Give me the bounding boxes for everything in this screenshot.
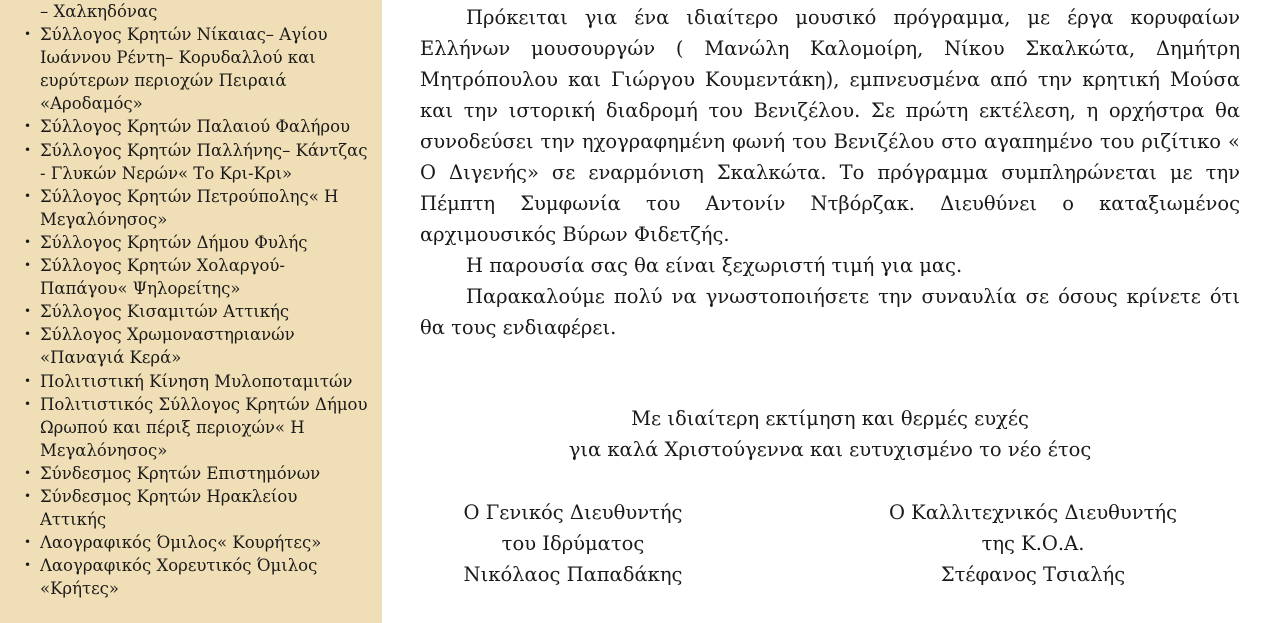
- list-item-label: Σύλλογος Κρητών Παλλήνης– Κάντζας - Γλυκών Νερών« Το Κρι-Κρι»: [40, 140, 368, 183]
- list-item: [0, 231, 382, 254]
- letter-body: [420, 2, 1240, 343]
- organizations-sidebar: [0, 0, 382, 623]
- bullet-icon: •: [24, 27, 32, 42]
- list-item-label: Σύλλογος Κρητών Δήμου Φυλής: [40, 232, 308, 252]
- organizations-list: [0, 0, 382, 600]
- list-item: [0, 323, 382, 369]
- closing-greeting: [420, 403, 1240, 465]
- list-item: [0, 185, 382, 231]
- bullet-icon: •: [24, 234, 32, 249]
- list-item: [0, 462, 382, 485]
- bullet-icon: •: [24, 304, 32, 319]
- bullet-icon: •: [24, 373, 32, 388]
- list-item-label: Σύνδεσμος Κρητών Ηρακλείου Αττικής: [40, 486, 298, 530]
- list-item: [0, 300, 382, 323]
- bullet-icon: •: [24, 327, 32, 342]
- list-item: [0, 485, 382, 531]
- list-item-label: Σύλλογος Χρωμοναστηριανών «Παναγιά Κερά»: [40, 325, 295, 368]
- bullet-icon: •: [24, 535, 32, 550]
- list-item-label: Σύλλογος Κρητών Πετρούπολης« Η Μεγαλόνησος»: [40, 186, 339, 229]
- signatory-title: Ο Καλλιτεχνικός Διευθυντής: [888, 501, 1178, 524]
- list-item-label: Σύλλογος Κρητών Χολαργού-Παπάγου« Ψηλορείτης»: [40, 256, 285, 299]
- list-item-label: Σύλλογος Κρητών Νίκαιας– Αγίου Ιωάννου Ρέντη– Κορυδαλλού και ευρύτερων περιοχών Πειραιά «Αροδαμός»: [40, 25, 328, 114]
- paragraph-program: Πρόκειται για ένα ιδιαίτερο μουσικό πρόγραμμα, με έργα κορυφαίων Ελλήνων μουσουργών ( Μανώλη Καλομοίρη, Νίκου Σκαλκώτα, Δημήτρη Μητρόπουλου και Γιώργου Κουμεντάκη), εμπνευσμένα από την κρητική Μούσα και την ιστορική διαδρομή του Βενιζέλου. Σε πρώτη εκτέλεση, η ορχήστρα θα συνοδεύσει την ηχογραφημένη φωνή του Βενιζέλου στο αγαπημένο του ριζίτικο « Ο Διγενής» σε εναρμόνιση Σκαλκώτα. Το πρόγραμμα συμπληρώνεται με την Πέμπτη Συμφωνία του Αντονίν Ντβόρζακ. Διευθύνει ο καταξιωμένος αρχιμουσικός Βύρων Φιδετζής.: [420, 6, 1240, 246]
- list-item-label: Σύλλογος Κισαμιτών Αττικής: [40, 302, 290, 322]
- list-item: [0, 531, 382, 554]
- list-item-label: Σύνδεσμος Κρητών Επιστημόνων: [40, 463, 321, 483]
- bullet-icon: •: [24, 465, 32, 480]
- list-item-label: Λαογραφικός Χορευτικός Όμιλος «Κρήτες»: [40, 556, 318, 599]
- signatory-title: Ο Γενικός Διευθυντής: [463, 501, 683, 524]
- closing-line: για καλά Χριστούγεννα και ευτυχισμένο το νέο έτος: [568, 438, 1092, 461]
- bullet-icon: •: [24, 258, 32, 273]
- list-item-label: Πολιτιστική Κίνηση Μυλοποταμιτών: [40, 371, 353, 391]
- paragraph-presence: Η παρουσία σας θα είναι ξεχωριστή τιμή για μας.: [466, 254, 963, 277]
- list-item: [0, 393, 382, 462]
- bullet-icon: •: [24, 558, 32, 573]
- list-item: [0, 554, 382, 600]
- signature-artistic-director: [858, 497, 1208, 590]
- bullet-icon: •: [24, 488, 32, 503]
- signatory-name: Στέφανος Τσιαλής: [940, 563, 1126, 586]
- list-item: [0, 254, 382, 300]
- list-item-label: Λαογραφικός Όμιλος« Κουρήτες»: [40, 533, 322, 553]
- signatory-org: της Κ.Ο.Α.: [981, 532, 1085, 555]
- list-item: [0, 115, 382, 138]
- list-item-label: Σύλλογος Κρητών Παλαιού Φαλήρου: [40, 117, 351, 137]
- list-item: [0, 370, 382, 393]
- closing-line: Με ιδιαίτερη εκτίμηση και θερμές ευχές: [631, 407, 1029, 430]
- paragraph-request: Παρακαλούμε πολύ να γνωστοποιήσετε την συναυλία σε όσους κρίνετε ότι θα τους ενδιαφέρει.: [420, 285, 1240, 339]
- signature-general-director: [420, 497, 726, 590]
- bullet-icon: •: [24, 396, 32, 411]
- bullet-icon: •: [24, 119, 32, 134]
- bullet-icon: •: [24, 142, 32, 157]
- signatory-org: του Ιδρύματος: [501, 532, 645, 555]
- list-item-label: Πολιτιστικός Σύλλογος Κρητών Δήμου Ωρωπού και πέριξ περιοχών« Η Μεγαλόνησος»: [40, 394, 368, 460]
- list-item: [0, 139, 382, 185]
- list-item: [0, 23, 382, 115]
- list-item-fragment: [0, 0, 382, 23]
- list-item-label: – Χαλκηδόνας: [40, 2, 158, 21]
- bullet-icon: •: [24, 188, 32, 203]
- signatory-name: Νικόλαος Παπαδάκης: [463, 563, 683, 586]
